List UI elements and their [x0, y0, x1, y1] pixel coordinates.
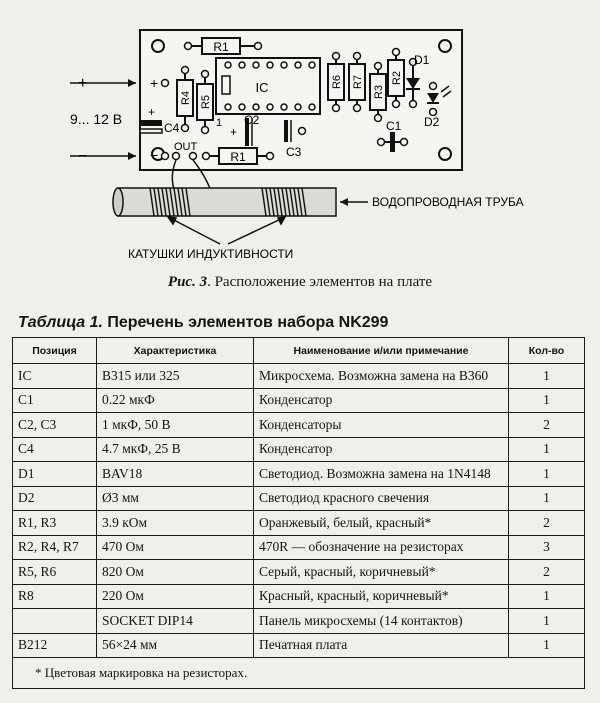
header-name: Наименование и/или примечание: [254, 338, 509, 364]
cell-qty: 1: [509, 462, 585, 487]
cell-qty: 3: [509, 535, 585, 560]
label-d1: D1: [414, 53, 430, 67]
table-header-row: [13, 338, 585, 364]
cell-name: Печатная плата: [254, 633, 509, 658]
caption-number: Рис. 3: [167, 274, 208, 290]
table-footnote: * Цветовая маркировка на резисторах.: [13, 658, 585, 689]
table-footnote-row: [13, 658, 585, 689]
cell-name: Светодиод красного свечения: [254, 486, 509, 511]
cell-name: Конденсаторы: [254, 413, 509, 438]
cell-spec: 56×24 мм: [97, 633, 254, 658]
cell-name: Панель микросхемы (14 контактов): [254, 609, 509, 634]
label-pin1: 1: [216, 117, 223, 129]
label-pipe: ВОДОПРОВОДНАЯ ТРУБА: [372, 195, 524, 209]
label-plus-c4: +: [148, 105, 156, 119]
cell-qty: 1: [509, 584, 585, 609]
cell-position: [13, 609, 97, 634]
label-plus-c2: +: [230, 125, 238, 139]
label-r7: R7: [352, 74, 364, 90]
cell-name: Микросхема. Возможна замена на B360: [254, 364, 509, 389]
cell-qty: 1: [509, 609, 585, 634]
table-row: [13, 462, 585, 487]
label-r6: R6: [331, 74, 343, 90]
label-r2: R2: [391, 70, 403, 86]
cell-position: B212: [13, 633, 97, 658]
figure-caption: [0, 274, 600, 291]
pad-out-2: [190, 153, 197, 160]
cell-qty: 2: [509, 560, 585, 585]
table-row: [13, 633, 585, 658]
label-r4: R4: [180, 90, 192, 106]
pad-out-1: [173, 153, 180, 160]
label-c2: C2: [244, 113, 260, 127]
cell-spec: Ø3 мм: [97, 486, 254, 511]
header-qty: Кол-во: [509, 338, 585, 364]
cell-spec: 220 Ом: [97, 584, 254, 609]
table-row: [13, 413, 585, 438]
table-title-text: Перечень элементов набора NK299: [102, 314, 389, 331]
cell-position: R8: [13, 584, 97, 609]
cell-position: R1, R3: [13, 511, 97, 536]
parts-table: [12, 337, 585, 689]
cell-qty: 2: [509, 413, 585, 438]
label-r1-top: R1: [213, 40, 229, 54]
table-row: [13, 511, 585, 536]
cell-position: C1: [13, 388, 97, 413]
table-row: [13, 388, 585, 413]
label-c1: C1: [386, 119, 402, 133]
label-voltage: 9... 12 В: [70, 111, 123, 127]
cell-spec: BAV18: [97, 462, 254, 487]
cell-qty: 1: [509, 437, 585, 462]
table-row: [13, 609, 585, 634]
label-coils: КАТУШКИ ИНДУКТИВНОСТИ: [128, 247, 294, 261]
ic-socket: [216, 58, 320, 114]
label-minus-in: −: [78, 148, 88, 165]
header-position: Позиция: [13, 338, 97, 364]
cell-spec: 470 Ом: [97, 535, 254, 560]
label-out: OUT: [174, 141, 198, 153]
pad-minus: [162, 153, 169, 160]
cell-spec: 4.7 мкФ, 25 В: [97, 437, 254, 462]
cell-name: Конденсатор: [254, 388, 509, 413]
cell-qty: 1: [509, 388, 585, 413]
cell-position: D2: [13, 486, 97, 511]
table-row: [13, 560, 585, 585]
table-row: [13, 364, 585, 389]
cell-spec: 3.9 кОм: [97, 511, 254, 536]
coils-label-arrows: [168, 217, 285, 244]
cell-spec: 0.22 мкФ: [97, 388, 254, 413]
cell-name: Светодиод. Возможна замена на 1N4148: [254, 462, 509, 487]
table-row: [13, 535, 585, 560]
label-d2: D2: [424, 115, 440, 129]
header-spec: Характеристика: [97, 338, 254, 364]
table-title: [18, 314, 388, 332]
cell-spec: B315 или 325: [97, 364, 254, 389]
table-title-number: Таблица 1.: [18, 314, 103, 331]
cell-position: R2, R4, R7: [13, 535, 97, 560]
cell-qty: 1: [509, 364, 585, 389]
label-plus-in: +: [78, 75, 88, 92]
pipe-label-arrow: [340, 198, 368, 206]
cell-position: IC: [13, 364, 97, 389]
cell-qty: 2: [509, 511, 585, 536]
cell-position: R5, R6: [13, 560, 97, 585]
cell-position: C2, C3: [13, 413, 97, 438]
cell-name: Красный, красный, коричневый*: [254, 584, 509, 609]
label-minus-board: −: [150, 147, 159, 163]
board-layout-diagram: [0, 0, 600, 270]
label-c4: C4: [164, 121, 180, 135]
label-plus-board: +: [150, 75, 159, 91]
cell-qty: 1: [509, 633, 585, 658]
cell-name: Серый, красный, коричневый*: [254, 560, 509, 585]
label-c3: C3: [286, 145, 302, 159]
label-ic: IC: [255, 80, 269, 95]
cell-position: C4: [13, 437, 97, 462]
table-row: [13, 486, 585, 511]
cell-name: Конденсатор: [254, 437, 509, 462]
label-r1-bottom: R1: [230, 150, 246, 164]
caption-text: . Расположение элементов на плате: [207, 274, 433, 290]
label-r5: R5: [200, 94, 212, 110]
label-r3: R3: [373, 84, 385, 100]
pad-plus: [162, 80, 169, 87]
cell-spec: SOCKET DIP14: [97, 609, 254, 634]
table-row: [13, 437, 585, 462]
cell-spec: 820 Ом: [97, 560, 254, 585]
cell-name: 470R — обозначение на резисторах: [254, 535, 509, 560]
table-row: [13, 584, 585, 609]
cell-spec: 1 мкФ, 50 В: [97, 413, 254, 438]
cell-position: D1: [13, 462, 97, 487]
cell-name: Оранжевый, белый, красный*: [254, 511, 509, 536]
cell-qty: 1: [509, 486, 585, 511]
